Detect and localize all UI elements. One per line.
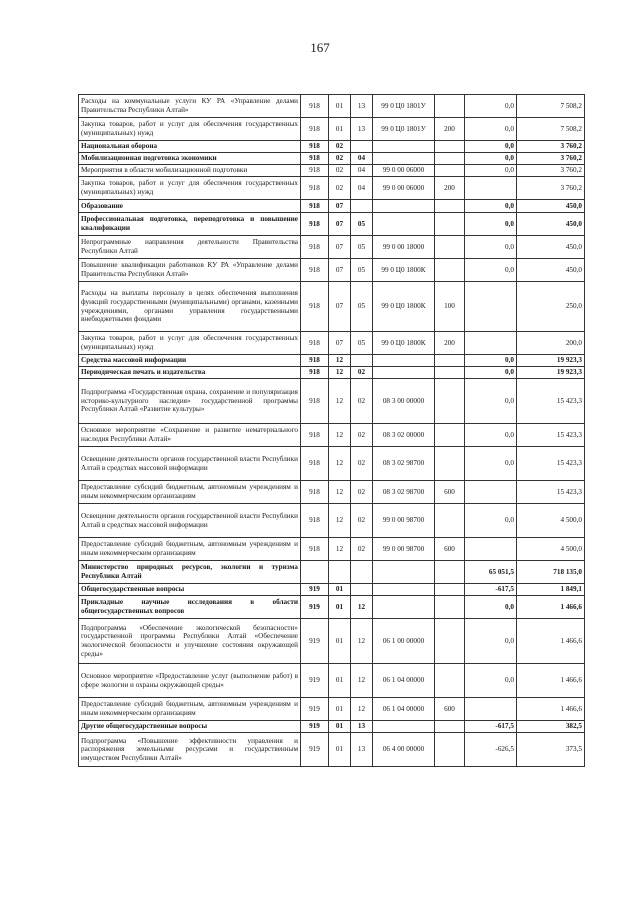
expense-type-cell: [435, 584, 465, 596]
section-code-cell: 12: [329, 504, 351, 538]
amount-total-cell: 250,0: [517, 282, 585, 332]
amount-change-cell: 65 051,5: [465, 561, 517, 584]
table-row: [79, 698, 585, 721]
table-row: [79, 200, 585, 213]
target-article-cell: 99 0 Ц0 1800К: [373, 259, 435, 282]
section-code-cell: 01: [329, 733, 351, 767]
amount-total-cell: 450,0: [517, 213, 585, 236]
item-name-cell: Периодическая печать и издательства: [79, 367, 301, 379]
target-article-cell: [373, 596, 435, 619]
expense-type-cell: [435, 200, 465, 213]
table-row: [79, 721, 585, 733]
amount-total-cell: 3 760,2: [517, 153, 585, 165]
target-article-cell: 06 1 00 00000: [373, 619, 435, 664]
section-code-cell: 12: [329, 538, 351, 561]
item-name-cell: Мобилизационная подготовка экономики: [79, 153, 301, 165]
amount-total-cell: 1 466,6: [517, 596, 585, 619]
ministry-code-cell: 919: [301, 619, 329, 664]
ministry-code-cell: 918: [301, 118, 329, 141]
amount-total-cell: 19 923,3: [517, 367, 585, 379]
ministry-code-cell: 919: [301, 584, 329, 596]
table-row: [79, 481, 585, 504]
subsection-code-cell: 02: [351, 424, 373, 447]
section-code-cell: 02: [329, 153, 351, 165]
subsection-code-cell: 04: [351, 165, 373, 177]
ministry-code-cell: 919: [301, 698, 329, 721]
section-code-cell: 07: [329, 200, 351, 213]
expense-type-cell: 600: [435, 698, 465, 721]
subsection-code-cell: 02: [351, 538, 373, 561]
expense-type-cell: [435, 95, 465, 118]
table-row: [79, 379, 585, 424]
expense-type-cell: [435, 153, 465, 165]
expense-type-cell: [435, 213, 465, 236]
ministry-code-cell: 919: [301, 596, 329, 619]
amount-change-cell: 0,0: [465, 619, 517, 664]
amount-total-cell: 3 760,2: [517, 177, 585, 200]
item-name-cell: Непрограммные направления деятельности Правительства Республики Алтай: [79, 236, 301, 259]
target-article-cell: 99 0 Ц0 1801У: [373, 95, 435, 118]
expense-type-cell: [435, 355, 465, 367]
section-code-cell: 02: [329, 177, 351, 200]
amount-total-cell: 450,0: [517, 259, 585, 282]
amount-total-cell: 7 508,2: [517, 118, 585, 141]
item-name-cell: Предоставление субсидий бюджетным, автономным учреждениям и иным некоммерческим организациям: [79, 538, 301, 561]
expense-type-cell: [435, 561, 465, 584]
item-name-cell: Закупка товаров, работ и услуг для обеспечения государственных (муниципальных) нужд: [79, 118, 301, 141]
amount-total-cell: 450,0: [517, 200, 585, 213]
item-name-cell: Национальная оборона: [79, 141, 301, 153]
item-name-cell: Освещение деятельности органов государственной власти Республики Алтай в средствах массовой информации: [79, 504, 301, 538]
amount-total-cell: 4 500,0: [517, 504, 585, 538]
table-row: [79, 165, 585, 177]
amount-change-cell: [465, 332, 517, 355]
section-code-cell: 12: [329, 481, 351, 504]
amount-change-cell: 0,0: [465, 236, 517, 259]
section-code-cell: 02: [329, 141, 351, 153]
ministry-code-cell: 918: [301, 424, 329, 447]
amount-change-cell: [465, 538, 517, 561]
subsection-code-cell: 12: [351, 698, 373, 721]
expense-type-cell: 200: [435, 332, 465, 355]
section-code-cell: 12: [329, 367, 351, 379]
table-row: [79, 332, 585, 355]
ministry-code-cell: 918: [301, 538, 329, 561]
ministry-code-cell: 918: [301, 177, 329, 200]
amount-total-cell: 200,0: [517, 332, 585, 355]
expense-type-cell: [435, 619, 465, 664]
expense-type-cell: [435, 367, 465, 379]
subsection-code-cell: 12: [351, 596, 373, 619]
expense-type-cell: [435, 424, 465, 447]
table-row: [79, 561, 585, 584]
expense-type-cell: [435, 596, 465, 619]
table-row: [79, 504, 585, 538]
ministry-code-cell: 918: [301, 213, 329, 236]
table-row: [79, 153, 585, 165]
item-name-cell: Мероприятия в области мобилизационной подготовки: [79, 165, 301, 177]
subsection-code-cell: 12: [351, 664, 373, 698]
amount-change-cell: 0,0: [465, 165, 517, 177]
target-article-cell: [373, 367, 435, 379]
subsection-code-cell: [351, 141, 373, 153]
table-row: [79, 733, 585, 767]
section-code-cell: 12: [329, 379, 351, 424]
subsection-code-cell: 02: [351, 504, 373, 538]
amount-total-cell: 718 135,0: [517, 561, 585, 584]
section-code-cell: 07: [329, 213, 351, 236]
section-code-cell: 01: [329, 95, 351, 118]
amount-change-cell: [465, 698, 517, 721]
subsection-code-cell: 05: [351, 213, 373, 236]
ministry-code-cell: 918: [301, 332, 329, 355]
section-code-cell: [329, 561, 351, 584]
item-name-cell: Прикладные научные исследования в области общегосударственных вопросов: [79, 596, 301, 619]
item-name-cell: Министерство природных ресурсов, экологии и туризма Республики Алтай: [79, 561, 301, 584]
amount-total-cell: 373,5: [517, 733, 585, 767]
amount-change-cell: 0,0: [465, 118, 517, 141]
table-row: [79, 538, 585, 561]
ministry-code-cell: 918: [301, 236, 329, 259]
section-code-cell: 01: [329, 118, 351, 141]
item-name-cell: Предоставление субсидий бюджетным, автономным учреждениям и иным некоммерческим организациям: [79, 481, 301, 504]
subsection-code-cell: 13: [351, 95, 373, 118]
amount-change-cell: 0,0: [465, 355, 517, 367]
amount-total-cell: 15 423,3: [517, 447, 585, 481]
subsection-code-cell: [351, 561, 373, 584]
table-row: [79, 141, 585, 153]
ministry-code-cell: 918: [301, 355, 329, 367]
amount-total-cell: 7 508,2: [517, 95, 585, 118]
page-number: 167: [310, 40, 330, 55]
item-name-cell: Основное мероприятие «Сохранение и развитие нематериального наследия Республики Алтай»: [79, 424, 301, 447]
section-code-cell: 12: [329, 447, 351, 481]
target-article-cell: 99 0 Ц0 1800К: [373, 332, 435, 355]
ministry-code-cell: 918: [301, 200, 329, 213]
expense-type-cell: 600: [435, 481, 465, 504]
amount-change-cell: 0,0: [465, 379, 517, 424]
ministry-code-cell: [301, 561, 329, 584]
subsection-code-cell: 05: [351, 282, 373, 332]
item-name-cell: Подпрограмма «Государственная охрана, сохранение и популяризация историко-культурного наследия» государственной программы Республики Алтай «Развитие культуры»: [79, 379, 301, 424]
section-code-cell: 12: [329, 424, 351, 447]
amount-total-cell: 15 423,3: [517, 424, 585, 447]
table-row: [79, 118, 585, 141]
amount-change-cell: -617,5: [465, 721, 517, 733]
item-name-cell: Предоставление субсидий бюджетным, автономным учреждениям и иным некоммерческим организациям: [79, 698, 301, 721]
table-row: [79, 177, 585, 200]
section-code-cell: 07: [329, 282, 351, 332]
target-article-cell: 99 0 00 06000: [373, 177, 435, 200]
ministry-code-cell: 918: [301, 165, 329, 177]
ministry-code-cell: 919: [301, 733, 329, 767]
target-article-cell: 99 0 Ц0 1800К: [373, 282, 435, 332]
section-code-cell: 01: [329, 664, 351, 698]
table-row: [79, 584, 585, 596]
item-name-cell: Освещение деятельности органов государственной власти Республики Алтай в средствах массовой информации: [79, 447, 301, 481]
target-article-cell: [373, 355, 435, 367]
subsection-code-cell: 13: [351, 733, 373, 767]
amount-total-cell: 1 466,6: [517, 619, 585, 664]
expense-type-cell: [435, 141, 465, 153]
expense-type-cell: 200: [435, 177, 465, 200]
subsection-code-cell: 02: [351, 379, 373, 424]
ministry-code-cell: 918: [301, 95, 329, 118]
item-name-cell: Расходы на выплаты персоналу в целях обеспечения выполнения функций государственными (муниципальными) органами, казенными учреждениями, органами управления государственными внебюджетными фондами: [79, 282, 301, 332]
table-row: [79, 259, 585, 282]
table-row: [79, 424, 585, 447]
target-article-cell: 08 3 02 00000: [373, 424, 435, 447]
ministry-code-cell: 918: [301, 379, 329, 424]
amount-change-cell: -617,5: [465, 584, 517, 596]
subsection-code-cell: 05: [351, 236, 373, 259]
subsection-code-cell: [351, 355, 373, 367]
ministry-code-cell: 919: [301, 721, 329, 733]
expense-type-cell: [435, 447, 465, 481]
ministry-code-cell: 918: [301, 447, 329, 481]
amount-change-cell: 0,0: [465, 596, 517, 619]
item-name-cell: Общегосударственные вопросы: [79, 584, 301, 596]
amount-total-cell: 1 849,1: [517, 584, 585, 596]
amount-total-cell: 1 466,6: [517, 664, 585, 698]
ministry-code-cell: 918: [301, 481, 329, 504]
subsection-code-cell: 02: [351, 481, 373, 504]
amount-change-cell: 0,0: [465, 447, 517, 481]
amount-total-cell: 450,0: [517, 236, 585, 259]
amount-change-cell: 0,0: [465, 153, 517, 165]
item-name-cell: Другие общегосударственные вопросы: [79, 721, 301, 733]
target-article-cell: 08 3 02 98700: [373, 481, 435, 504]
amount-change-cell: 0,0: [465, 504, 517, 538]
ministry-code-cell: 919: [301, 664, 329, 698]
amount-change-cell: [465, 177, 517, 200]
amount-total-cell: 1 466,6: [517, 698, 585, 721]
table-row: [79, 664, 585, 698]
item-name-cell: Расходы на коммунальные услуги КУ РА «Управление делами Правительства Республики Алтай»: [79, 95, 301, 118]
subsection-code-cell: [351, 584, 373, 596]
table-row: [79, 213, 585, 236]
target-article-cell: [373, 153, 435, 165]
table-row: [79, 355, 585, 367]
table-row: [79, 367, 585, 379]
budget-table: [78, 94, 585, 767]
amount-total-cell: 4 500,0: [517, 538, 585, 561]
subsection-code-cell: 04: [351, 177, 373, 200]
table-row: [79, 282, 585, 332]
target-article-cell: [373, 561, 435, 584]
subsection-code-cell: 12: [351, 619, 373, 664]
target-article-cell: [373, 213, 435, 236]
ministry-code-cell: 918: [301, 153, 329, 165]
ministry-code-cell: 918: [301, 504, 329, 538]
target-article-cell: [373, 584, 435, 596]
table-row: [79, 236, 585, 259]
target-article-cell: 06 1 04 00000: [373, 698, 435, 721]
target-article-cell: 99 0 00 18000: [373, 236, 435, 259]
expense-type-cell: 600: [435, 538, 465, 561]
expense-type-cell: [435, 504, 465, 538]
amount-change-cell: 0,0: [465, 213, 517, 236]
item-name-cell: Подпрограмма «Повышение эффективности управления и распоряжения земельными ресурсами и государственным имуществом Республики Алтай»: [79, 733, 301, 767]
table-row: [79, 596, 585, 619]
amount-total-cell: 382,5: [517, 721, 585, 733]
subsection-code-cell: 02: [351, 447, 373, 481]
section-code-cell: 01: [329, 721, 351, 733]
item-name-cell: Образование: [79, 200, 301, 213]
section-code-cell: 07: [329, 332, 351, 355]
table-row: [79, 447, 585, 481]
amount-change-cell: [465, 282, 517, 332]
target-article-cell: [373, 721, 435, 733]
table-row: [79, 95, 585, 118]
subsection-code-cell: 04: [351, 153, 373, 165]
amount-change-cell: 0,0: [465, 664, 517, 698]
item-name-cell: Основное мероприятие «Предоставление услуг (выполнение работ) в сфере экологии и охраны окружающей среды»: [79, 664, 301, 698]
section-code-cell: 01: [329, 698, 351, 721]
budget-table-body: [79, 95, 585, 767]
expense-type-cell: 200: [435, 118, 465, 141]
target-article-cell: [373, 141, 435, 153]
subsection-code-cell: 13: [351, 721, 373, 733]
subsection-code-cell: 13: [351, 118, 373, 141]
ministry-code-cell: 918: [301, 259, 329, 282]
amount-change-cell: 0,0: [465, 95, 517, 118]
target-article-cell: 08 3 00 00000: [373, 379, 435, 424]
amount-total-cell: 19 923,3: [517, 355, 585, 367]
amount-total-cell: 15 423,3: [517, 481, 585, 504]
expense-type-cell: [435, 236, 465, 259]
target-article-cell: 99 0 00 98700: [373, 504, 435, 538]
amount-total-cell: 3 760,2: [517, 141, 585, 153]
expense-type-cell: 100: [435, 282, 465, 332]
item-name-cell: Подпрограмма «Обеспечение экологической безопасности» государственной программы Республики Алтай «Обеспечение экологической безопасности и улучшение состояния окружающей среды»: [79, 619, 301, 664]
target-article-cell: 08 3 02 98700: [373, 447, 435, 481]
target-article-cell: 99 0 00 98700: [373, 538, 435, 561]
section-code-cell: 01: [329, 619, 351, 664]
item-name-cell: Закупка товаров, работ и услуг для обеспечения государственных (муниципальных) нужд: [79, 177, 301, 200]
expense-type-cell: [435, 165, 465, 177]
target-article-cell: 99 0 00 06000: [373, 165, 435, 177]
subsection-code-cell: 05: [351, 332, 373, 355]
section-code-cell: 02: [329, 165, 351, 177]
subsection-code-cell: [351, 200, 373, 213]
section-code-cell: 12: [329, 355, 351, 367]
section-code-cell: 07: [329, 236, 351, 259]
amount-change-cell: -626,5: [465, 733, 517, 767]
amount-change-cell: 0,0: [465, 367, 517, 379]
item-name-cell: Повышение квалификации работников КУ РА «Управление делами Правительства Республики Алтай»: [79, 259, 301, 282]
subsection-code-cell: 02: [351, 367, 373, 379]
item-name-cell: Средства массовой информации: [79, 355, 301, 367]
ministry-code-cell: 918: [301, 367, 329, 379]
amount-total-cell: 3 760,2: [517, 165, 585, 177]
amount-change-cell: [465, 481, 517, 504]
expense-type-cell: [435, 664, 465, 698]
expense-type-cell: [435, 733, 465, 767]
amount-total-cell: 15 423,3: [517, 379, 585, 424]
item-name-cell: Профессиональная подготовка, переподготовка и повышение квалификации: [79, 213, 301, 236]
target-article-cell: 99 0 Ц0 1801У: [373, 118, 435, 141]
target-article-cell: 06 4 00 00000: [373, 733, 435, 767]
target-article-cell: 06 1 04 00000: [373, 664, 435, 698]
expense-type-cell: [435, 379, 465, 424]
section-code-cell: 01: [329, 584, 351, 596]
section-code-cell: 07: [329, 259, 351, 282]
amount-change-cell: 0,0: [465, 141, 517, 153]
section-code-cell: 01: [329, 596, 351, 619]
amount-change-cell: 0,0: [465, 259, 517, 282]
subsection-code-cell: 05: [351, 259, 373, 282]
amount-change-cell: 0,0: [465, 200, 517, 213]
expense-type-cell: [435, 721, 465, 733]
target-article-cell: [373, 200, 435, 213]
table-row: [79, 619, 585, 664]
item-name-cell: Закупка товаров, работ и услуг для обеспечения государственных (муниципальных) нужд: [79, 332, 301, 355]
expense-type-cell: [435, 259, 465, 282]
amount-change-cell: 0,0: [465, 424, 517, 447]
ministry-code-cell: 918: [301, 141, 329, 153]
ministry-code-cell: 918: [301, 282, 329, 332]
